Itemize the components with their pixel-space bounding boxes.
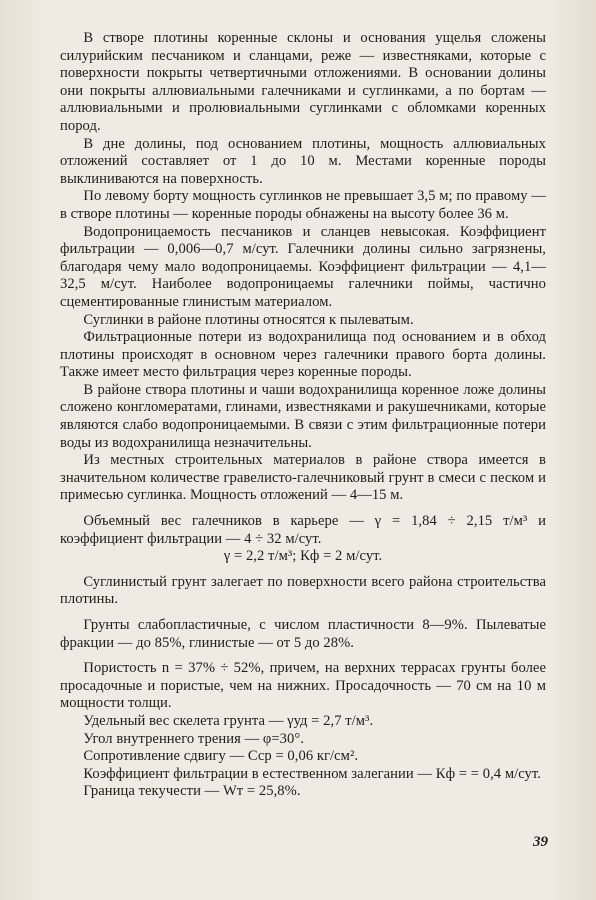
paragraph-1: В створе плотины коренные склоны и основания ущелья сложены силурийским песчаником и сланцами, реже — известняками, которые с поверхности покрыты четвертичными отложениями. В основании долины они покрыты аллювиальными галечниками и суглинками, а по бортам — аллювиальными и пролювиальными суглинками с обломками коренных пород. — [60, 30, 546, 134]
paragraph-10: Грунты слабопластичные, с числом пластичности 8—9%. Пылеватые фракции — до 85%, глинистые — от 5 до 28%. — [60, 617, 546, 651]
paragraph-14: Сопротивление сдвигу — Сср = 0,06 кг/см². — [83, 748, 359, 765]
paragraph-6: Фильтрационные потери из водохранилища под основанием и в обход плотины происходят в основном через галечники правого борта долины. Также имеет место фильтрация через коренные породы. — [60, 329, 546, 381]
paragraph-16: Граница текучести — Wт = 25,8%. — [83, 783, 301, 800]
paragraph-9: Суглинистый грунт залегает по поверхности всего района строительства плотины. — [60, 573, 546, 608]
paragraph-3: По левому борту мощность суглинков не превышает 3,5 м; по правому — в створе плотины — коренные породы обнажены на высоту более 36 м. — [60, 188, 546, 222]
formula-line-1: Объемный вес галечников в карьере — γ = 1,84 ÷ 2,15 т/м³ и коэффициент фильтрации — 4 ÷ 32 м/сут. — [60, 513, 546, 547]
paragraph-5: Суглинки в районе плотины относятся к пылеватым. — [83, 311, 414, 328]
paragraph-11: Пористость n = 37% ÷ 52%, причем, на верхних террасах грунты более просадочные и пористые, чем на нижних. Просадочность — 70 см на 10 м мощности толщи. — [60, 660, 546, 712]
formula-line-2: γ = 2,2 т/м³; Кф = 2 м/сут. — [223, 548, 383, 565]
page-number: 39 — [533, 834, 548, 850]
paragraph-2: В дне долины, под основанием плотины, мощность аллювиальных отложений составляет от 1 до 10 м. Местами коренные породы выклиниваются на поверхность. — [60, 135, 546, 187]
paragraph-4: Водопроницаемость песчаников и сланцев невысокая. Коэффициент фильтрации — 0,006—0,7 м/сут. Галечники долины сильно загрязнены, благодаря чему мало водопроницаемы. Коэффициент фильтрации — 4,1—32,5 м/сут. Наиболее водопроницаемы галечники поймы, частично сцементированные глинистым материалом. — [60, 223, 546, 310]
paragraph-8: Из местных строительных материалов в районе створа имеется в значительном количестве гравелисто-галечниковый грунт в смеси с песком и примесью суглинка. Мощность отложений — 4—15 м. — [60, 452, 546, 504]
paragraph-7: В районе створа плотины и чаши водохранилища коренное ложе долины сложено конгломератами, глинами, известняками и ракушечниками, которые являются слабо водопроницаемыми. В связи с этим фильтрационные потери воды из водохранилища незначительны. — [60, 381, 546, 451]
paragraph-15: Коэффициент фильтрации в естественном залегании — Кф = = 0,4 м/сут. — [83, 765, 541, 782]
formula-block — [60, 513, 546, 566]
paragraph-13: Угол внутреннего трения — φ=30°. — [83, 730, 304, 747]
paragraph-12: Удельный вес скелета грунта — γуд = 2,7 т/м³. — [83, 712, 374, 729]
